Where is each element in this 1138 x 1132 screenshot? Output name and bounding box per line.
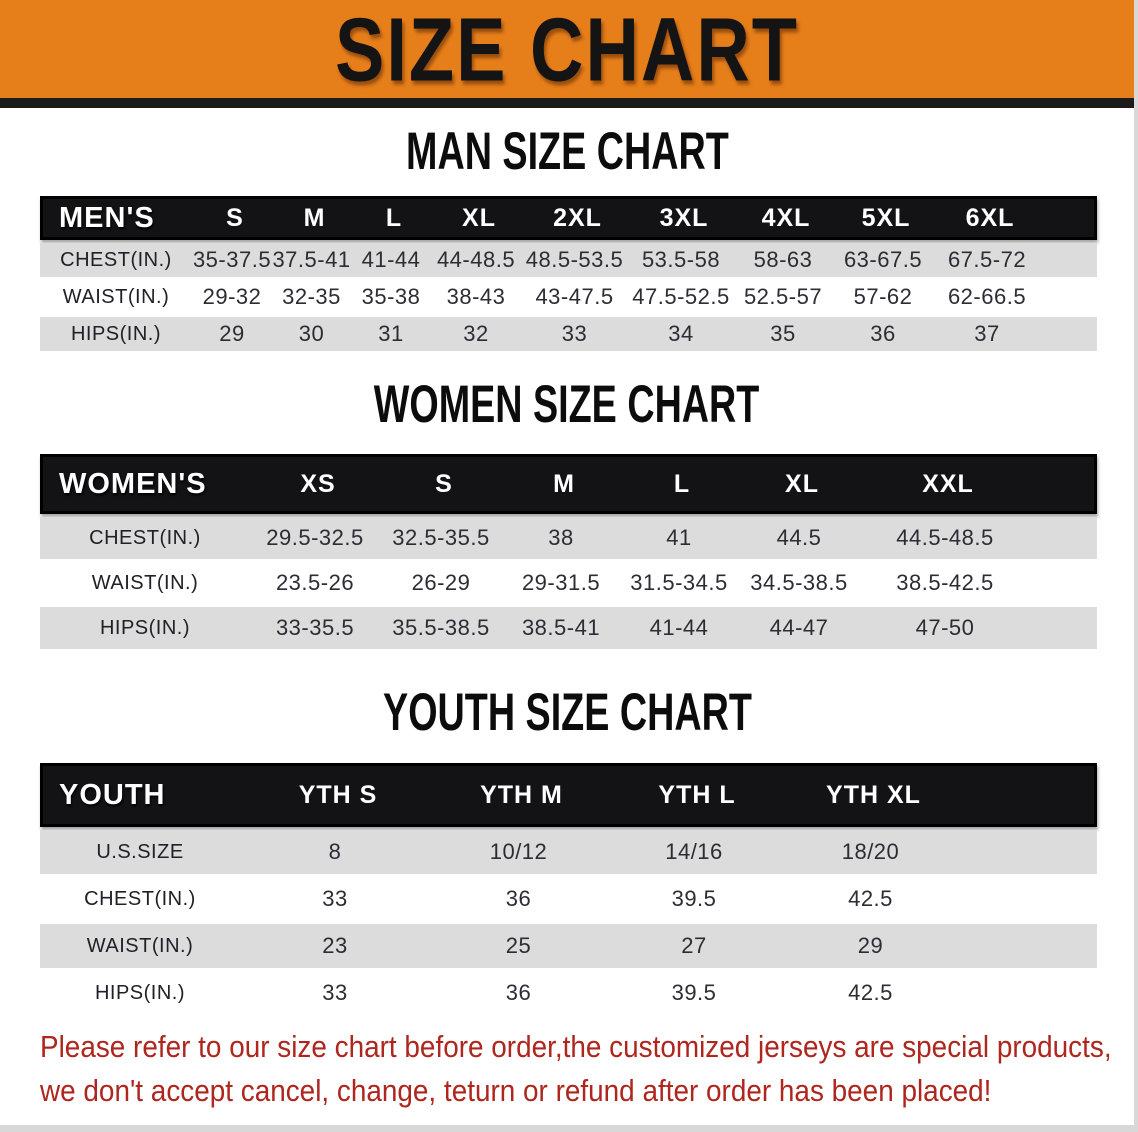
size-value-cell: 33	[561, 321, 588, 346]
size-column-header: S	[435, 469, 453, 498]
size-value-cell: 35.5-38.5	[392, 615, 490, 640]
table-row	[40, 971, 1097, 1015]
filler-cell	[960, 877, 1097, 921]
size-column-header: XS	[300, 469, 336, 498]
row-label: CHEST(IN.)	[60, 248, 172, 271]
size-value-cell: 44-48.5	[436, 247, 516, 272]
table-group-label: YOUTH	[59, 778, 166, 811]
size-value-cell: 27	[681, 933, 707, 958]
size-value-cell: 31	[378, 321, 404, 346]
size-value-cell: 62-66.5	[947, 284, 1027, 309]
size-column-header: M	[553, 469, 575, 498]
size-value-cell: 38.5-41	[521, 615, 601, 640]
table-header-row	[40, 196, 1097, 240]
size-value-cell: 36	[870, 321, 896, 346]
row-label: HIPS(IN.)	[94, 981, 186, 1004]
size-value-cell: 33	[322, 980, 348, 1005]
size-value-cell: 29	[219, 321, 245, 346]
disclaimer	[40, 1025, 1134, 1113]
size-column-header: 4XL	[761, 203, 811, 232]
size-value-cell: 39.5	[671, 980, 717, 1005]
table-row	[40, 280, 1097, 314]
size-value-cell: 38.5-42.5	[896, 570, 994, 595]
size-value-cell: 57-62	[853, 284, 913, 309]
size-column-header: L	[673, 469, 691, 498]
size-value-cell: 41	[666, 525, 692, 550]
size-value-cell: 33	[322, 886, 348, 911]
table-row	[40, 924, 1097, 968]
size-value-cell: 42.5	[848, 886, 893, 911]
table-row	[40, 562, 1097, 604]
size-value-cell: 39.5	[671, 886, 717, 911]
size-value-cell: 37	[974, 321, 1000, 346]
size-value-cell: 41-44	[361, 247, 421, 272]
size-value-cell: 38	[548, 525, 574, 550]
size-value-cell: 35-38	[361, 284, 421, 309]
size-column-header: YTH S	[298, 780, 378, 809]
size-value-cell: 63-67.5	[843, 247, 923, 272]
table-row	[40, 877, 1097, 921]
row-label: CHEST(IN.)	[89, 526, 201, 549]
size-column-header: YTH L	[658, 780, 736, 809]
size-column-header: L	[385, 203, 403, 232]
table-group-label: MEN'S	[59, 201, 155, 234]
size-value-cell: 29	[857, 933, 884, 958]
size-value-cell: 36	[505, 980, 532, 1005]
filler-cell	[1040, 317, 1097, 351]
size-value-cell: 35	[770, 321, 796, 346]
row-label: U.S.SIZE	[96, 840, 184, 863]
filler-cell	[1030, 607, 1097, 649]
filler-cell	[960, 971, 1097, 1015]
filler-cell	[960, 924, 1097, 968]
size-value-cell: 33-35.5	[275, 615, 355, 640]
youth-size-table	[40, 763, 1097, 1015]
size-value-cell: 52.5-57	[743, 284, 823, 309]
size-value-cell: 35-37.5	[192, 247, 272, 272]
size-value-cell: 32	[463, 321, 489, 346]
filler-cell	[960, 830, 1097, 874]
size-value-cell: 36	[505, 886, 532, 911]
banner	[0, 0, 1134, 98]
table-row	[40, 317, 1097, 351]
size-value-cell: 44.5	[776, 525, 822, 550]
size-column-header: M	[303, 203, 326, 232]
table-header-row	[40, 454, 1097, 514]
size-value-cell: 31.5-34.5	[630, 570, 728, 595]
size-value-cell: 23	[322, 933, 348, 958]
row-label: WAIST(IN.)	[86, 934, 194, 957]
table-row	[40, 607, 1097, 649]
size-value-cell: 18/20	[841, 839, 900, 864]
youth-section-heading	[0, 682, 1134, 742]
filler-cell	[1030, 517, 1097, 559]
disclaimer-line-1: Please refer to our size chart before order,the customized jerseys are special products,	[40, 1029, 1112, 1064]
women-section-heading-text: WOMEN SIZE CHART	[374, 374, 760, 434]
men-section-heading-text: MAN SIZE CHART	[405, 121, 729, 181]
size-value-cell: 43-47.5	[535, 284, 614, 309]
size-value-cell: 23.5-26	[275, 570, 355, 595]
size-value-cell: 67.5-72	[947, 247, 1027, 272]
size-column-header: 2XL	[553, 203, 602, 232]
size-column-header: 5XL	[861, 203, 911, 232]
size-value-cell: 25	[505, 933, 532, 958]
size-column-header: YTH XL	[826, 780, 921, 809]
size-column-header: XXL	[922, 469, 974, 498]
size-value-cell: 48.5-53.5	[525, 247, 624, 272]
banner-title: SIZE CHART	[335, 0, 799, 100]
filler-cell	[1040, 243, 1097, 277]
youth-section-heading-text: YOUTH SIZE CHART	[382, 682, 752, 742]
size-column-header: S	[226, 203, 244, 232]
size-value-cell: 29-31.5	[521, 570, 601, 595]
men-section-heading	[0, 121, 1134, 181]
table-group-label: WOMEN'S	[59, 467, 207, 500]
size-value-cell: 32.5-35.5	[392, 525, 490, 550]
row-label: WAIST(IN.)	[91, 571, 199, 594]
size-value-cell: 26-29	[411, 570, 471, 595]
filler-cell	[1040, 280, 1097, 314]
table-row	[40, 243, 1097, 277]
women-size-table	[40, 454, 1097, 649]
size-value-cell: 32-35	[282, 284, 341, 309]
size-value-cell: 41-44	[649, 615, 709, 640]
size-value-cell: 14/16	[665, 839, 723, 864]
size-value-cell: 34.5-38.5	[750, 570, 848, 595]
size-value-cell: 42.5	[848, 980, 893, 1005]
size-value-cell: 30	[298, 321, 325, 346]
table-row	[40, 517, 1097, 559]
size-value-cell: 8	[328, 839, 342, 864]
row-label: HIPS(IN.)	[99, 616, 191, 639]
size-column-header: YTH M	[480, 780, 563, 809]
row-label: WAIST(IN.)	[62, 285, 170, 308]
size-value-cell: 38-43	[446, 284, 506, 309]
size-column-header: 3XL	[659, 203, 709, 232]
size-value-cell: 47.5-52.5	[632, 284, 730, 309]
size-value-cell: 37.5-41	[272, 247, 351, 272]
size-value-cell: 44.5-48.5	[896, 525, 994, 550]
table-header-row	[40, 763, 1097, 827]
disclaimer-line-2: we don't accept cancel, change, teturn or refund after order has been placed!	[40, 1073, 992, 1108]
size-column-header: XL	[462, 203, 496, 232]
size-column-header: XL	[785, 469, 819, 498]
filler-cell	[1030, 562, 1097, 604]
size-value-cell: 34	[668, 321, 694, 346]
size-value-cell: 10/12	[489, 839, 548, 864]
row-label: HIPS(IN.)	[70, 322, 162, 345]
size-value-cell: 58-63	[753, 247, 813, 272]
size-value-cell: 44-47	[769, 615, 829, 640]
row-label: CHEST(IN.)	[84, 887, 196, 910]
women-section-heading	[0, 374, 1134, 434]
men-size-table	[40, 196, 1097, 351]
size-value-cell: 29.5-32.5	[266, 525, 364, 550]
size-column-header: 6XL	[965, 203, 1015, 232]
size-value-cell: 29-32	[202, 284, 262, 309]
table-row	[40, 830, 1097, 874]
size-value-cell: 53.5-58	[641, 247, 721, 272]
size-value-cell: 47-50	[915, 615, 975, 640]
